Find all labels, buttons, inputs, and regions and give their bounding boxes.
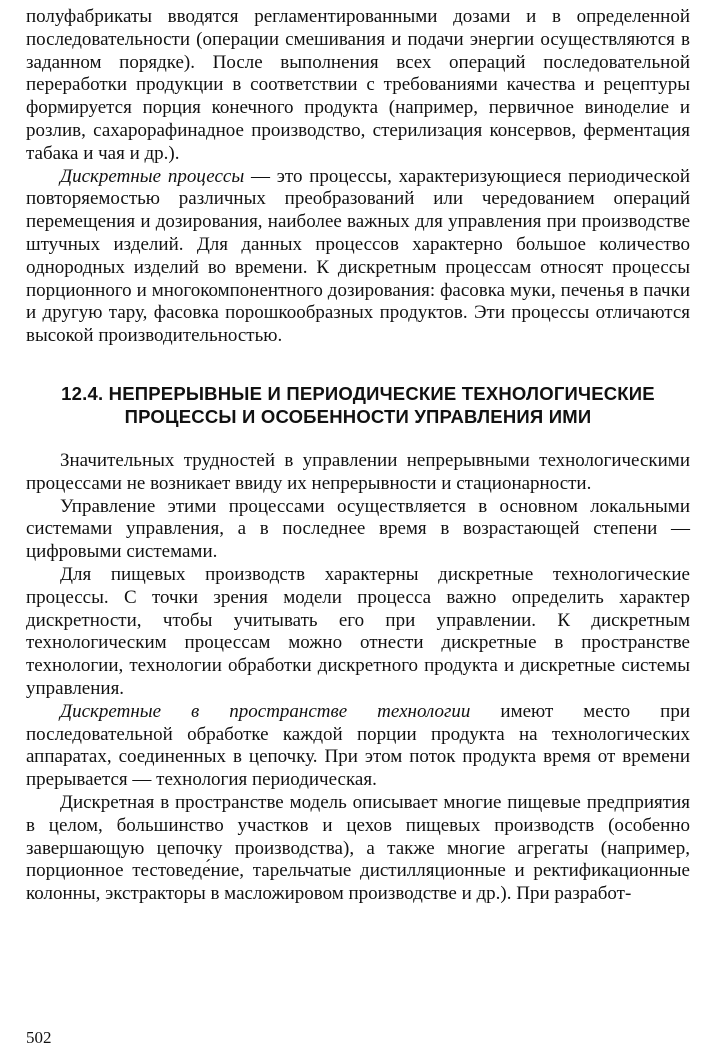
control-paragraph: Управление этими процессами осуществляется в основном локальными системами управления, а в последнее время в возрастающей степени — цифровыми системами. [26,495,690,563]
discrete-processes-paragraph [26,166,690,348]
discrete-in-space-text: имеют место при последовательной обработке каждой порции продукта на технологических аппаратах, соединенных в цепочку. При этом поток продукта время от времени прерывается — технология периодическая. [26,700,691,791]
section-heading [26,382,690,428]
space-model-paragraph: Дискретная в пространстве модель описывает многие пищевые предприятия в целом, большинство участков и цехов пищевых производств (особенно завершающую цепочку производства), а также многие агрегаты (например, порционное тестоведе́ние, тарельчатые дистилляционные и ректификационные колонны, экстракторы в масложировом производстве и др.). При разработ- [26,791,690,905]
discrete-in-space-paragraph [26,701,690,792]
section-heading-line-1: 12.4. НЕПРЕРЫВНЫЕ И ПЕРИОДИЧЕСКИЕ ТЕХНОЛОГИЧЕСКИЕ [61,382,655,404]
discrete-in-space-term: Дискретные в пространстве технологии [60,700,471,722]
section-heading-line-2: ПРОЦЕССЫ И ОСОБЕННОСТИ УПРАВЛЕНИЯ ИМИ [124,405,592,427]
discrete-processes-term: Дискретные процессы [60,165,245,187]
discrete-processes-text: — это процессы, характеризующиеся периодической повторяемостью различных преобразований или чередованием операций перемещения и дозирования, наиболее важных для управления при производстве штучных изделий. Для данных процессов характерно большое количество однородных изделий во времени. К дискретным процессам относят процессы порционного и многокомпонентного дозирования: фасовка муки, печенья в пачки и другую тару, фасовка порошкообразных продуктов. Эти процессы отличаются высокой производительностью. [26,165,690,347]
page-number: 502 [26,1028,52,1047]
continuous-processes-paragraph: Значительных трудностей в управлении непрерывными технологическими процессами не возникает ввиду их непрерывности и стационарности. [26,449,690,494]
food-production-paragraph: Для пищевых производств характерны дискретные технологические процессы. С точки зрения модели процесса важно определить характер дискретности, чтобы учитывать его при управлении. К дискретным технологическим процессам можно отнести дискретные в пространстве технологии, технологии обработки дискретного продукта и дискретные системы управления. [26,563,690,699]
intro-paragraph: полуфабрикаты вводятся регламентированными дозами и в определенной последовательности (операции смешивания и подачи энергии осуществляются в заданном порядке). После выполнения всех операций последовательной переработки продукции в соответствии с требованиями качества и рецептуры формируется порция конечного продукта (например, первичное виноделие и розлив, сахарорафинадное производство, стерилизация консервов, ферментация табака и чая и др.). [26,6,690,164]
book-page [26,6,690,906]
